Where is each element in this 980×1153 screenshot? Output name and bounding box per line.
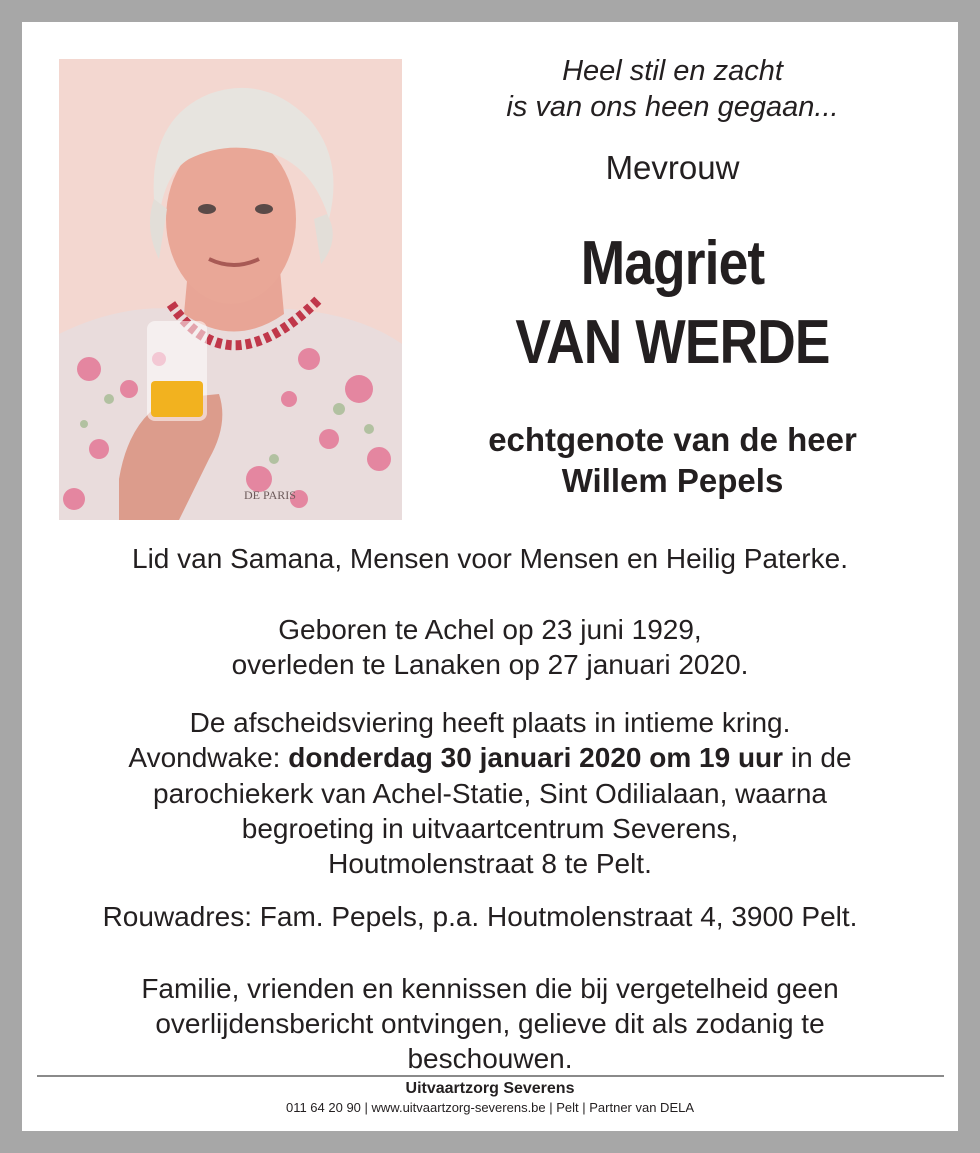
wake-suffix: in de	[783, 742, 852, 773]
spouse-line-1: echtgenote van de heer	[488, 421, 857, 458]
honorific-title: Mevrouw	[605, 149, 740, 186]
blouse-print-text: DE PARIS	[244, 488, 296, 502]
death-text: overleden te Lanaken op 27 januari 2020.	[231, 649, 749, 680]
wake-text	[0, 740, 980, 775]
notice-line-1: Familie, vrienden en kennissen die bij vergetelheid geen	[141, 973, 839, 1004]
ceremony-text: De afscheidsviering heeft plaats in intieme kring.	[189, 707, 791, 738]
notice-line-3: beschouwen.	[407, 1043, 573, 1074]
mourning-address: Rouwadres: Fam. Pepels, p.a. Houtmolenstraat 4, 3900 Pelt.	[102, 901, 858, 932]
spouse-name: Willem Pepels	[561, 462, 784, 499]
deceased-last-name: VAN WERDE	[515, 308, 830, 377]
notice-line-2: overlijdensbericht ontvingen, gelieve dit als zodanig te	[155, 1008, 825, 1039]
membership-text: Lid van Samana, Mensen voor Mensen en Heilig Paterke.	[132, 543, 848, 574]
funeral-company-contact: 011 64 20 90 | www.uitvaartzorg-severens.be | Pelt | Partner van DELA	[285, 1100, 695, 1115]
wake-location: parochiekerk van Achel-Statie, Sint Odilialaan, waarna	[153, 778, 827, 809]
wake-prefix: Avondwake:	[128, 742, 289, 773]
footer-divider	[37, 1075, 944, 1077]
intro-line-2: is van ons heen gegaan...	[506, 91, 839, 123]
birth-text: Geboren te Achel op 23 juni 1929,	[278, 614, 702, 645]
reception-address: Houtmolenstraat 8 te Pelt.	[328, 848, 652, 879]
portrait-photo	[59, 59, 402, 520]
deceased-first-name: Magriet	[580, 229, 765, 298]
wake-datetime: donderdag 30 januari 2020 om 19 uur	[288, 742, 784, 773]
reception-text: begroeting in uitvaartcentrum Severens,	[241, 813, 739, 844]
intro-line-1: Heel stil en zacht	[562, 55, 783, 87]
portrait-illustration	[59, 59, 402, 520]
funeral-company-name: Uitvaartzorg Severens	[405, 1080, 575, 1097]
